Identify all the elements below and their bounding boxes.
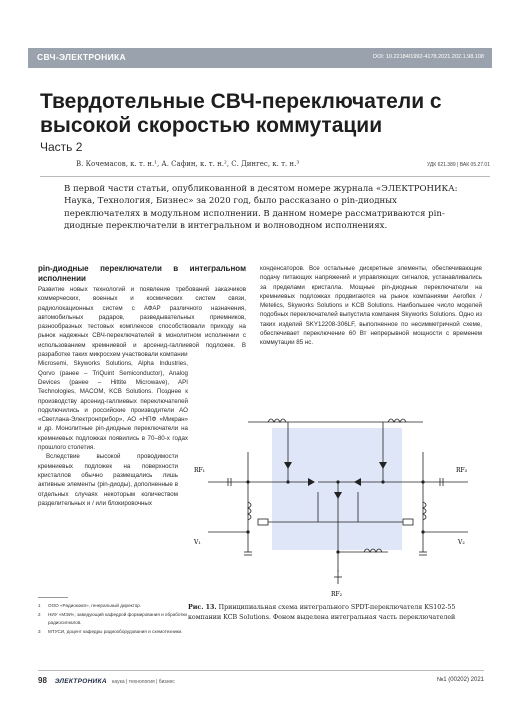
circuit-schematic xyxy=(188,392,484,602)
issue-number: №1 (00202) 2021 xyxy=(436,677,484,683)
figure-number: Рис. 13. xyxy=(188,604,217,611)
page-number: 98 xyxy=(38,676,47,685)
rf3-label: RF₃ xyxy=(456,467,468,474)
udk-code: УДК 621.389 | ВАК 05.27.01 xyxy=(426,162,490,168)
v1-label: V₁ xyxy=(194,539,201,546)
footer-divider xyxy=(38,670,484,671)
footnote-number: 2 xyxy=(38,612,41,618)
section-header-bar xyxy=(28,48,492,68)
doi-text: DOI: 10.22184/1992-4178.2021.202.1.98.108 xyxy=(372,54,484,60)
footnote-number: 3 xyxy=(38,629,41,635)
paragraph: Вследствие высокой проводимости кремниевых подложек на поверхности кристаллов обычно размещались лишь активные элементы (pin-диоды), дополненные в отдельных случаях некоторым количеством разделительных и / или блокировочных xyxy=(38,453,178,507)
paragraph: Развитие новых технологий и появление требований заказчиков коммерческих, военных и космических систем связи, радиолокационных систем с АФАР различного назначения, автомобильных радаров, разведывательных приемников, разнообразных тестовых комплексов способствовали приходу на рынок надежных СВЧ-переключателей в монолитном исполнении с использованием кремниевой и арсенид-галлиевой подложек. В разработке таких микросхем участвовали компании xyxy=(38,286,246,359)
paragraph: Microsemi, Skyworks Solutions, Alpha Industries, Qorvo (ранее – TriQuint Semiconductor), Analog Devices (ранее – Hittite Microwave), API Technologies, MACOM, KCB Solutions. Позднее к производству арсенид-галлиевых переключателей подключились и российские производители АО «Светлана-Электронприбор», АО «НПФ «Микран» и др. Монолитные pin-диодные переключатели на кремниевых подложках появились в 70–80-х годах прошлого столетия. xyxy=(38,360,188,452)
section-subheading: pin-диодные переключатели в интегральном исполнении xyxy=(38,264,246,283)
footnote-text: МТУСИ, доцент кафедры радиооборудования и схемотехники. xyxy=(48,629,183,635)
footnote-divider xyxy=(38,597,68,598)
article-authors: В. Кочемасов, к. т. н.¹, А. Сафин, к. т. н.², С. Дингес, к. т. н.³ xyxy=(76,160,300,168)
footnote-number: 1 xyxy=(38,603,41,608)
v2-label: V₂ xyxy=(458,539,465,546)
footnote xyxy=(38,628,188,635)
footnotes xyxy=(38,602,188,638)
article-title: Твердотельные СВЧ-переключатели с высокой скоростью коммутации xyxy=(40,90,442,137)
rf2-label: RF₂ xyxy=(331,591,343,598)
footnote xyxy=(38,611,188,626)
magazine-name: ЭЛЕКТРОНИКА xyxy=(54,678,107,685)
section-label: СВЧ-ЭЛЕКТРОНИКА xyxy=(37,52,126,62)
article-part: Часть 2 xyxy=(40,140,83,154)
figure-caption-text: Принципиальная схема интегрального SPDT-переключателя KS102-55 компании KCB Solutions. Фоном выделена интегральная часть переключателей xyxy=(188,604,456,621)
right-column xyxy=(260,264,482,348)
magazine-tagline: наука | технология | бизнес xyxy=(111,679,175,685)
rf1-label: RF₁ xyxy=(194,467,206,474)
integrated-part-highlight xyxy=(272,428,402,550)
page-footer xyxy=(38,676,484,685)
authors-divider xyxy=(40,176,490,177)
article-lead: В первой части статьи, опубликованной в десятом номере журнала «ЭЛЕКТРОНИКА: Наука, Технология, Бизнес» за 2020 год, было рассказано о pin-диодных переключателях в модульном исполнении. В данном номере рассматриваются pin-диодные переключатели в интегральном и волноводном исполнениях. xyxy=(64,184,458,231)
paragraph: конденсаторов. Все остальные дискретные элементы, обеспечивающие подачу питающих напряжений и управляющих сигналов, устанавливались за пределами кристалла. Мощные pin-диодные переключатели на кремниевых подложках продвигаются на рынок компаниями Aeroflex / Metelics, Skyworks Solutions и KCB Solutions. Наибольшее число моделей подобных переключателей выпустила компания Skyworks Solutions. Одно из таких изделий SKY12208-306LF, выполненное по несимметричной схеме, обеспечивает переключение 60 Вт непрерывной мощности с временем коммутации 85 нс. xyxy=(260,265,482,347)
figure-caption xyxy=(188,603,484,623)
footnote-text: ООО «Радиокомп», генеральный директор. xyxy=(48,603,142,608)
footnote xyxy=(38,602,188,609)
footnote-text: НИУ «МЭИ», заведующий кафедрой формирования и обработки радиосигналов. xyxy=(48,612,187,625)
